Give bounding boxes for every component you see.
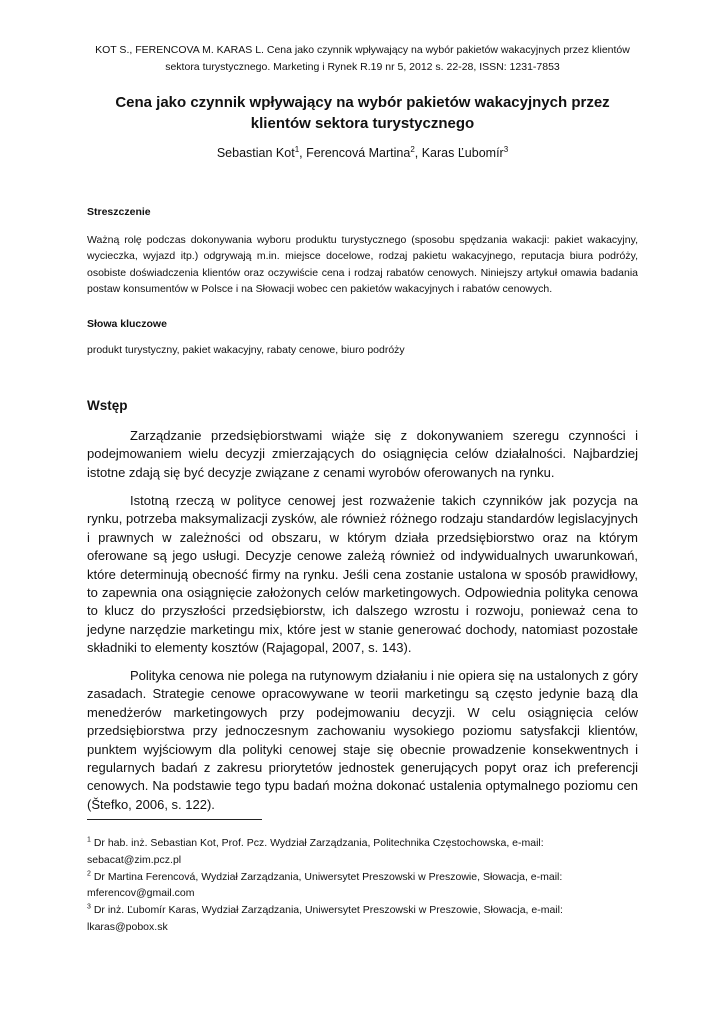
footnote xyxy=(87,869,638,903)
body-paragraph: Istotną rzeczą w polityce cenowej jest rozważenie takich czynników jak pozycja na rynku, potrzeba maksymalizacji zysków, ale również różnego rodzaju standardów legislacyjnych i prawnych w zależności od obszaru, w którym działa przedsiębiorstwo oraz na którym oferowane są jego usługi. Decyzje cenowe zależą również od indywidualnych uwarunkowań, które determinują obecność firmy na rynku. Jeśli cena zostanie ustalona w sposób prawidłowy, to zapewnia ona osiągnięcie założonych celów marketingowych. Odpowiednia polityka cenowa to klucz do przyszłości przedsiębiorstw, ich dalszego wzrostu i rozwoju, ponieważ cena to jedyne narzędzie marketingu mix, które jest w stanie generować dochody, natomiast pozostałe składniki to elementy kosztów (Rajagopal, 2007, s. 143). xyxy=(87,493,638,656)
footnote-text: Dr Martina Ferencová, Wydział Zarządzania, Uniwersytet Preszowski w Preszowie, Słowacja, e-mail: xyxy=(93,870,563,883)
author-separator: , xyxy=(299,146,307,160)
author-list xyxy=(60,144,665,162)
footnote-email: sebacat@zim.pcz.pl xyxy=(87,853,182,866)
running-head-line-2: sektora turystycznego. Marketing i Rynek R.19 nr 5, 2012 s. 22-28, ISSN: 1231-7853 xyxy=(165,61,560,73)
keywords-heading: Słowa kluczowe xyxy=(87,318,167,330)
footnote xyxy=(87,835,638,869)
body-paragraph: Zarządzanie przedsiębiorstwami wiąże się z dokonywaniem szeregu czynności i podejmowaniem wielu decyzji zmierzających do osiągnięcia celów działalności. Najbardziej istotne zdają się być decyzje związane z cenami wyrobów oferowanych na rynku. xyxy=(87,428,638,480)
footnote-text: Dr hab. inż. Sebastian Kot, Prof. Pcz. Wydział Zarządzania, Politechnika Częstochowska, e-mail: xyxy=(93,837,544,849)
paper-title-line-1: Cena jako czynnik wpływający na wybór pakietów wakacyjnych przez xyxy=(115,94,610,111)
footnote-email: lkaras@pobox.sk xyxy=(87,920,168,933)
footnote-mark: 3 xyxy=(87,903,91,911)
author-name: Sebastian Kot xyxy=(216,146,295,160)
section-heading-intro: Wstęp xyxy=(87,398,128,413)
author-footnote-mark: 2 xyxy=(410,144,415,154)
author-separator: , xyxy=(414,146,422,160)
footnote-mark: 1 xyxy=(87,836,91,844)
footnote-text: Dr inż. Ľubomír Karas, Wydział Zarządzania, Uniwersytet Preszowski w Preszowie, Słowacja, e-mail: xyxy=(93,904,563,917)
footnotes xyxy=(87,835,638,936)
author-name: Ferencová Martina xyxy=(306,146,411,160)
footnote xyxy=(87,902,638,936)
author-footnote-mark: 3 xyxy=(503,144,509,154)
body-paragraph: Polityka cenowa nie polega na rutynowym działaniu i nie opiera się na ustalonych z góry zasadach. Strategie cenowe opracowywane w teorii marketingu są często jedynie bazą dla menedżerów marketingowych przy podejmowaniu decyzji. W celu osiągnięcia celów przedsiębiorstwa przy jednoczesnym zachowaniu wysokiego poziomu satysfakcji klientów, punktem wyjściowym dla polityki cenowej staje się obecnie prowadzenie konsekwentnych i regularnych badań z zakresu priorytetów jednostek generujących popyt oraz ich preferencji cenowych. Na podstawie tego typu badań można dokonać ustalenia optymalnego poziomu cen (Štefko, 2006, s. 122). xyxy=(87,668,638,812)
paper-title-line-2: klientów sektora turystycznego xyxy=(250,115,475,132)
paper-title xyxy=(60,92,665,134)
keywords-text: produkt turystyczny, pakiet wakacyjny, rabaty cenowe, biuro podróży xyxy=(87,344,405,356)
running-head-line-1: KOT S., FERENCOVA M. KARAS L. Cena jako czynnik wpływający na wybór pakietów wakacyjnych przez klientów xyxy=(95,44,630,56)
footnote-divider xyxy=(87,819,262,820)
abstract-heading: Streszczenie xyxy=(87,206,151,218)
author-footnote-mark: 1 xyxy=(294,144,300,154)
running-head xyxy=(60,42,665,76)
author-name: Karas Ľubomír xyxy=(421,146,504,160)
footnote-mark: 2 xyxy=(87,870,91,878)
abstract-text: Ważną rolę podczas dokonywania wyboru produktu turystycznego (sposobu spędzania wakacji: pakiet wakacyjny, wycieczka, wyjazd itp.) odgrywają m.in. miejsce docelowe, rodzaj pakietu wakacyjnego, reputacja biura podróży, osobiste doświadczenia klientów oraz oczywiście cena i rodzaj rabatów cenowych. Niniejszy artykuł omawia badania postaw konsumentów w Polsce i na Słowacji wobec cen pakietów wakacyjnych i rabatów cenowych. xyxy=(87,234,638,295)
footnote-email: mferencov@gmail.com xyxy=(87,887,195,900)
